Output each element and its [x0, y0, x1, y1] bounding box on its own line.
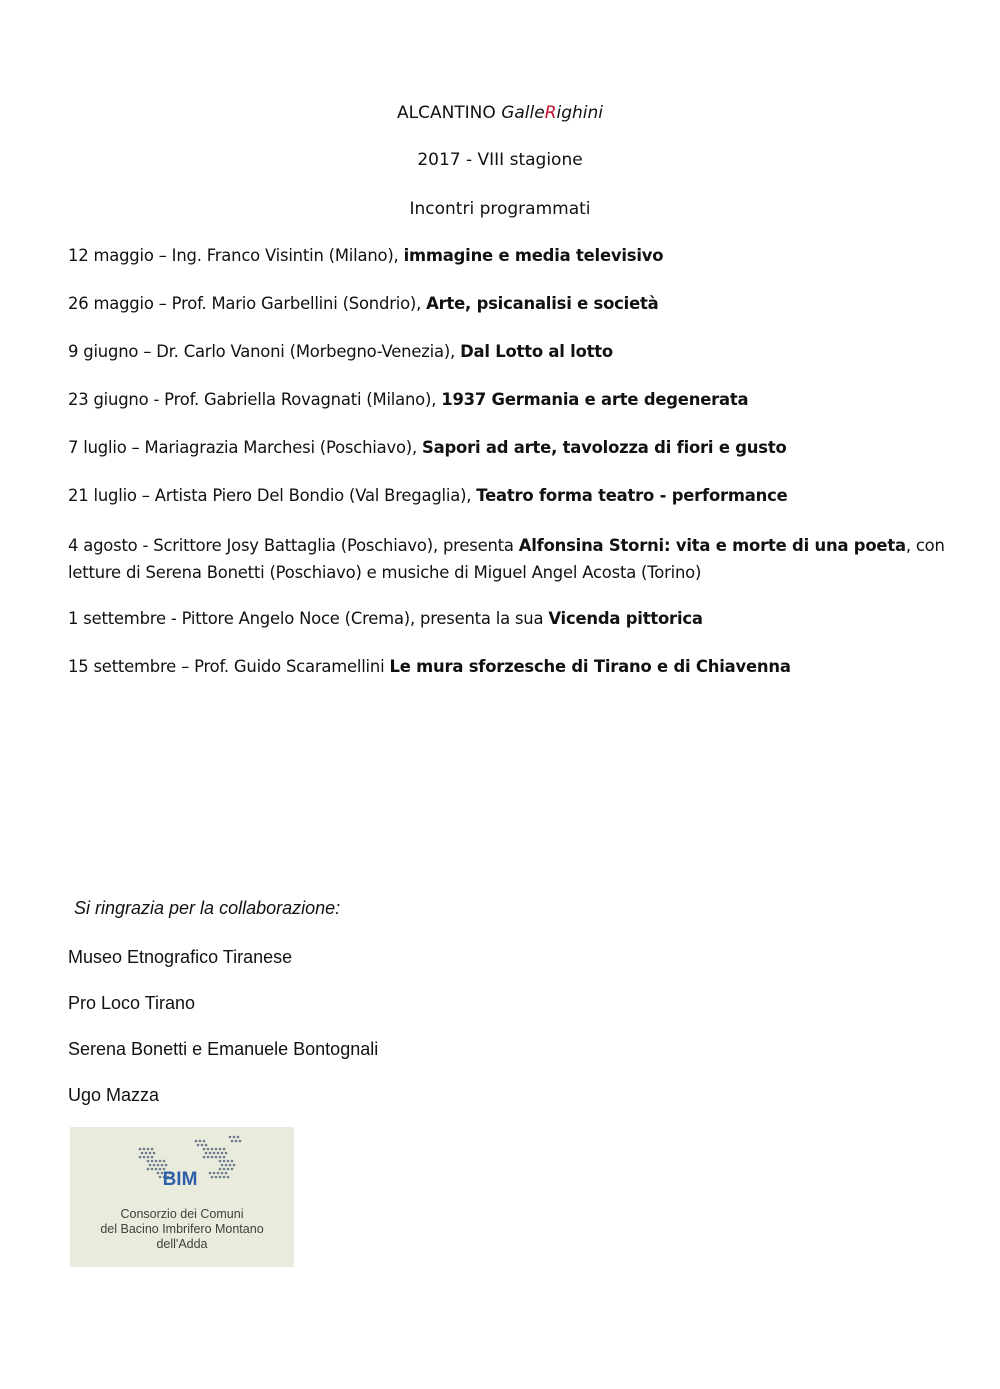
logo-dot [151, 1156, 154, 1159]
title-italic-start: Galle [501, 103, 545, 123]
logo-dot [239, 1140, 242, 1143]
logo-dot [223, 1176, 226, 1179]
logo-dot [209, 1172, 212, 1175]
logo-dot [219, 1148, 222, 1151]
bim-logo-mark [70, 1127, 294, 1207]
logo-dot [203, 1148, 206, 1151]
logo-caption-line: dell'Adda [156, 1237, 208, 1251]
logo-dot [161, 1164, 164, 1167]
logo-dot [155, 1160, 158, 1163]
event-topic: 1937 Germania e arte degenerata [441, 390, 749, 409]
event-item [68, 655, 968, 679]
event-item [68, 532, 968, 586]
logo-dot [231, 1160, 234, 1163]
subtitle-line: Incontri programmati [409, 199, 591, 219]
event-details: 23 giugno - Prof. Gabriella Rovagnati (Milano), [68, 390, 442, 409]
event-details: 12 maggio – Ing. Franco Visintin (Milano), [68, 246, 404, 265]
logo-dot [219, 1160, 222, 1163]
sponsor-item: Pro Loco Tirano [68, 993, 196, 1013]
logo-dot [139, 1148, 142, 1151]
logo-dot [147, 1160, 150, 1163]
event-details: 26 maggio – Prof. Mario Garbellini (Sondrio), [68, 294, 427, 313]
event-topic: Vicenda pittorica [548, 609, 703, 628]
logo-dot [199, 1140, 202, 1143]
logo-dot [209, 1152, 212, 1155]
logo-dot [151, 1160, 154, 1163]
bim-logo [70, 1127, 294, 1267]
logo-dot [149, 1164, 152, 1167]
title-red-letter: R [544, 103, 557, 123]
logo-dot [211, 1148, 214, 1151]
logo-dot [223, 1168, 226, 1171]
logo-dot [225, 1152, 228, 1155]
logo-dot [163, 1160, 166, 1163]
logo-dot [233, 1164, 236, 1167]
logo-dot [151, 1168, 154, 1171]
logo-dot [211, 1176, 214, 1179]
event-topic: Le mura sforzesche di Tirano e di Chiavenna [389, 657, 791, 676]
event-list [68, 244, 968, 703]
logo-dot [233, 1136, 236, 1139]
logo-dot [145, 1152, 148, 1155]
logo-dot [231, 1140, 234, 1143]
event-details: 7 luglio – Mariagrazia Marchesi (Poschiavo), [68, 438, 423, 457]
logo-dot [215, 1176, 218, 1179]
sponsor-item: Ugo Mazza [68, 1085, 160, 1105]
event-details: 4 agosto - Scrittore Josy Battaglia (Poschiavo), presenta [68, 536, 519, 555]
event-topic: Dal Lotto al lotto [460, 342, 613, 361]
logo-dot [219, 1168, 222, 1171]
logo-dot [201, 1144, 204, 1147]
logo-acronym: BIM [162, 1169, 198, 1190]
event-details: 21 luglio – Artista Piero Del Bondio (Val Bregaglia), [68, 486, 477, 505]
event-item [68, 292, 968, 316]
logo-dot [221, 1172, 224, 1175]
logo-dot [159, 1160, 162, 1163]
logo-dot [223, 1156, 226, 1159]
logo-dot [221, 1164, 224, 1167]
event-item [68, 244, 968, 268]
logo-dot [155, 1168, 158, 1171]
logo-caption [70, 1207, 294, 1252]
logo-dot [237, 1136, 240, 1139]
event-item [68, 388, 968, 412]
logo-dot [207, 1156, 210, 1159]
logo-dot [143, 1148, 146, 1151]
logo-dot [153, 1152, 156, 1155]
logo-dot [159, 1176, 162, 1179]
event-details: 15 settembre – Prof. Guido Scaramellini [68, 657, 390, 676]
logo-dot [159, 1168, 162, 1171]
logo-dot [231, 1168, 234, 1171]
event-item [68, 484, 968, 508]
event-item [68, 340, 968, 364]
event-extra-details: , con letture di Serena Bonetti (Poschiavo) e musiche di Miguel Angel Acosta (Torino) [68, 536, 945, 582]
logo-dot [147, 1156, 150, 1159]
acknowledgements-intro: Si ringrazia per la collaborazione: [74, 898, 341, 918]
logo-dot [229, 1136, 232, 1139]
logo-caption-line: del Bacino Imbrifero Montano [100, 1222, 264, 1236]
acknowledgements [68, 898, 378, 1128]
logo-dot [157, 1172, 160, 1175]
title-plain: ALCANTINO [396, 103, 496, 123]
logo-dot [227, 1160, 230, 1163]
logo-dot [227, 1176, 230, 1179]
logo-dot [229, 1164, 232, 1167]
logo-dot [141, 1152, 144, 1155]
event-topic: Sapori ad arte, tavolozza di fiori e gusto [422, 438, 787, 457]
logo-dot [149, 1152, 152, 1155]
logo-dot [203, 1140, 206, 1143]
event-item [68, 436, 968, 460]
event-item [68, 607, 968, 631]
logo-dot [205, 1144, 208, 1147]
logo-dot [225, 1172, 228, 1175]
logo-dot [221, 1152, 224, 1155]
logo-dot [157, 1164, 160, 1167]
logo-dot [203, 1156, 206, 1159]
logo-dot [207, 1148, 210, 1151]
logo-dot [151, 1148, 154, 1151]
logo-dot [217, 1172, 220, 1175]
logo-dot [205, 1152, 208, 1155]
logo-dot [213, 1152, 216, 1155]
logo-dot [223, 1148, 226, 1151]
logo-dot [215, 1156, 218, 1159]
logo-dot [235, 1140, 238, 1143]
sponsor-item: Museo Etnografico Tiranese [68, 947, 293, 967]
logo-dot [147, 1148, 150, 1151]
title-italic-end: ighini [556, 103, 604, 123]
event-topic: Teatro forma teatro - performance [476, 486, 788, 505]
logo-dot [143, 1156, 146, 1159]
event-details: 1 settembre - Pittore Angelo Noce (Crema), presenta la sua [68, 609, 549, 628]
event-topic: Arte, psicanalisi e società [426, 294, 659, 313]
logo-dot [165, 1164, 168, 1167]
logo-dot [227, 1168, 230, 1171]
logo-caption-line: Consorzio dei Comuni [120, 1207, 244, 1221]
logo-dot [219, 1156, 222, 1159]
logo-dot [211, 1156, 214, 1159]
logo-dot [217, 1152, 220, 1155]
logo-dot [195, 1140, 198, 1143]
sponsor-item: Serena Bonetti e Emanuele Bontognali [68, 1039, 379, 1059]
logo-dot [139, 1156, 142, 1159]
logo-dot [223, 1160, 226, 1163]
season-line: 2017 - VIII stagione [417, 150, 583, 170]
logo-dot [147, 1168, 150, 1171]
logo-dot [213, 1172, 216, 1175]
logo-dot [225, 1164, 228, 1167]
logo-dot [197, 1144, 200, 1147]
logo-dot [219, 1176, 222, 1179]
document-title [0, 103, 1000, 123]
logo-dot [215, 1148, 218, 1151]
logo-dot [153, 1164, 156, 1167]
event-topic: immagine e media televisivo [403, 246, 664, 265]
event-details: 9 giugno – Dr. Carlo Vanoni (Morbegno-Venezia), [68, 342, 461, 361]
event-topic: Alfonsina Storni: vita e morte di una poeta [518, 536, 906, 555]
